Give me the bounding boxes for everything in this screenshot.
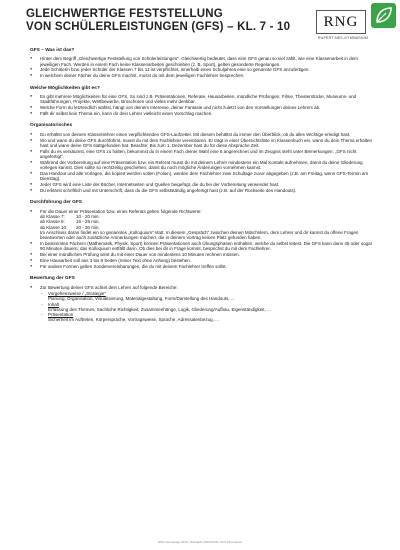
duration-label: ab Klasse 9: <box>40 219 65 225</box>
duration-intro: ● Für die Dauer einer Präsentation bzw. eines Referats gelten folgende Richtwerte: <box>40 208 202 214</box>
bullet-list <box>30 285 374 323</box>
logo-subtitle: RUPERT-NEß-GYMNASIUM <box>317 36 369 40</box>
list-item: ● Du erklärst schriftlich und mit Unterschrift, dass du die GFS selbstständig angefertigt hast (z.B. auf der Rückseite des Handouts). <box>30 188 374 193</box>
list-item <box>30 209 374 241</box>
criterion-title: - Präsentation <box>48 312 74 318</box>
list-item: ● Bei einer mündlichen Prüfung wirst du mit einer Dauer von mindestens 10 Minuten rechnen müssen. <box>30 252 374 257</box>
list-item: ● Fällt dir selbst kein Thema ein, kann dir dein Lehrer vielleicht einen Vorschlag machen. <box>30 111 374 116</box>
title-line-2: VON SCHÜLERLEISTUNGEN (GFS) – KL. 7 - 10 <box>26 21 291 33</box>
list-item: ● Jeder GFS wird eine Liste der Bücher, Internetseiten und Quellen beigefügt, die du bei der Vorbereitung verwendet hast. <box>30 182 374 187</box>
section-heading: Durchführung der GFS <box>30 200 82 206</box>
bullet-list <box>30 56 374 78</box>
logo-text: RNG <box>316 10 366 34</box>
section-heading: Bewertung der GFS <box>30 276 75 282</box>
criterion-title: - Vorgehensweise / „Strategie“ <box>48 291 106 296</box>
criterion-title: - Inhalt <box>48 301 60 307</box>
duration-label: ab Klasse 7: <box>40 214 65 220</box>
list-item: ● Für andere Formen gelten Sondervereinbarungen, die du mit deinem Fachlehrer treffen sollst. <box>30 264 374 269</box>
section-heading: Organisatorisches <box>30 123 73 129</box>
list-item <box>30 285 374 323</box>
grading-intro: ● Zur Bewertung deiner GFS achtet dein Lehrer auf folgende Bereiche: <box>40 284 178 290</box>
duration-value: 15 - 25 min. <box>76 219 100 225</box>
list-item: ● Das Handout und alle Vorlagen, die kopiert werden sollen (Folien), werden dem Fachlehrer zwei Schultage zuvor abgegeben (z.B. am Freitag, wenn GFS-Termin am Dienstag). <box>30 171 374 182</box>
criterion-item <box>40 291 374 302</box>
document-body <box>30 48 374 330</box>
page-title <box>26 8 316 34</box>
section-heading: GFS – Was ist das? <box>30 48 75 53</box>
list-item: ● Jede Schülerin bzw. jeder Schüler der Klassen 7 bis 11 ist verpflichtet, innerhalb eines Schuljahres eine so genannte GFS anzufertigen. <box>30 67 374 72</box>
list-item: ● Wo und wann du deine GFS durchführst, musst du mit dem Fachlehrer vereinbaren. Er trägt in einer Übersichtsliste im Klassenbuch ein, wann du dein Thema erhalten hast und wann deine GFS stattgefunden hat. Beachte: Bis zum 1. Dezember hast du für diese Absprache Zeit. <box>30 138 374 149</box>
page-footer: RNG Homepage 2015 | Schuljahr 2015/2016 | GFS Information <box>157 540 243 544</box>
criterion-item <box>40 312 374 323</box>
list-item: ● Eine Hausarbeit soll aus 3 bis 8 Seiten (reiner Text ohne Anhang) bestehen. <box>30 258 374 263</box>
list-item: ● Falls du es versäumst, eine GFS zu halten, bekommst du in einem Fach deiner Wahl eine 6 angerechnet und im Zeugnis steht unter Bemerkungen: „GFS nicht angefertigt“. <box>30 149 374 160</box>
colloquium-text: Im Anschluss daran findet ein so genanntes „Kolloquium“ statt. In diesem „Gespräch“ zwischen deinen Mitschülern, dem Lehrer und dir kannst du offene Fragen beantworten oder auch zusätzliche Anmerkungen machen, die in deinem Vortrag keinen Platz gefunden haben. <box>40 229 359 241</box>
list-item: ● Hinter dem Begriff „Gleichwertige Feststellung von Schülerleistungen“. Gleichwertig bedeutet, dass eine GFS genau so viel zählt, wie eine Klassenarbeit in dem jeweiligen Fach. Werden in einem Fach keine Klassenarbeiten geschrieben (z. B. Sport), gelten gesonderte Regelungen. <box>30 56 374 67</box>
leaf-icon <box>371 3 396 28</box>
criterion-item <box>40 302 374 313</box>
title-line-1: GLEICHWERTIGE FESTSTELLUNG <box>26 8 223 20</box>
section-heading: Welche Möglichkeiten gibt es? <box>30 85 100 91</box>
duration-label: ab Klasse 10: <box>40 224 68 230</box>
bullet-list <box>30 94 374 116</box>
list-item: ● Du erhältst von deinem Klassenlehrer einen verpflichtenden GFS-Laufzettel. Mit diesem behältst du immer den Überblick, ob du alles Wichtige erledigt hast. <box>30 132 374 137</box>
list-item: ● Welche Form du letztendlich wählst, hängt von deinem Interesse, deiner Fantasie und nicht zuletzt von den Vorstellungen deines Lehrers ab. <box>30 105 374 110</box>
criterion-text: Sicherheit im Auftreten, Körpersprache, Vortragsweise, Sprache, Adressatenbezug, ... <box>48 317 219 323</box>
criterion-text: Erfassung des Themes, Sachliche Richtigkeit, Zusammenhänge, Logik, Gliederung/Aufbau, Eigenständigkeit, ... <box>48 306 271 312</box>
list-item: ● In bestimmten Fächern (Mathematik, Physik, Sport) können Präsentationen auch Übungsphasen enthalten, welche du selbst leitest. Die GFS kann dann 45 oder sogar 90 Minuten dauern; das Kolloquium entfällt dann. Ob dies bei dir in Frage kommt, besprichst du mit dem Fachlehrer. <box>30 241 374 252</box>
duration-value: 10 - 20 min. <box>76 214 100 220</box>
list-item: ● Es gibt mehrere Möglichkeiten für eine GFS. So sind z.B. Präsentationen, Referate, Hausarbeiten, mündliche Prüfungen, Filme, Theaterstücke, Museums- und Stadtführungen, Projekte, Wettbewerbe, Broschüren und vieles mehr denkbar. <box>30 94 374 105</box>
bullet-list <box>30 132 374 194</box>
list-item: ● In welchem deiner Fächer du deine GFS machst, musst du mit dem jeweiligen Fachlehrer besprechen. <box>30 73 374 78</box>
school-logo <box>316 6 370 46</box>
bullet-list <box>30 209 374 270</box>
duration-value: 20 - 30 min. <box>76 224 100 230</box>
list-item: ● Während der Vorbereitung auf eine Präsentation bzw. ein Referat musst du mit deinem Lehrer mindestens ein Mal Kontakt aufnehmen, damit du deine Gliederung vorlegen kannst. Dies sollte so rechtzeitig geschehen, damit du noch mögliche Änderungen vornehmen kannst. <box>30 160 374 171</box>
criterion-text: Planung, Organisation, Visualisierung, Materialgestaltung, Form/Darstellung des Handouts, ... <box>48 296 235 302</box>
grading-criteria <box>40 291 374 323</box>
